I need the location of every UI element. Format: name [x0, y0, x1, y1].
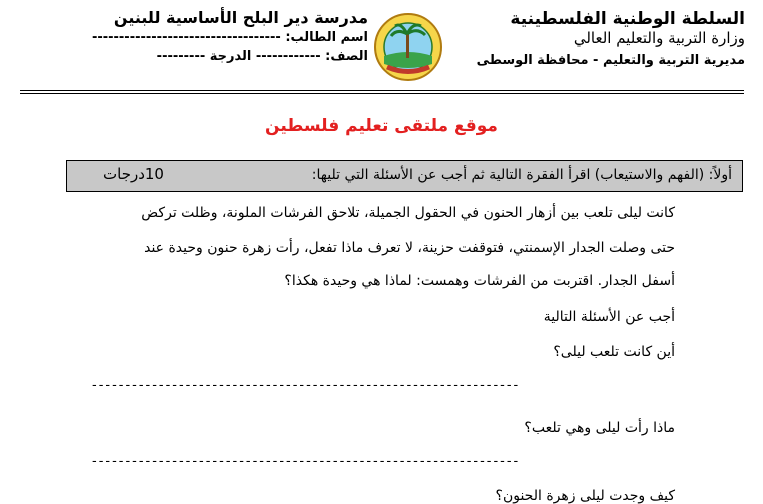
header-divider	[20, 90, 744, 91]
school-name: مدرسة دير البلح الأساسية للبنين	[113, 8, 368, 27]
section-instruction: أولاً: (الفهم والاستيعاب) اقرأ الفقرة التالية ثم أجب عن الأسئلة التي تليها:	[311, 167, 732, 183]
passage-line: أسفل الجدار. اقتربت من الفرشات وهمست: لماذا هي وحيدة هكذا؟	[284, 273, 675, 289]
passage-line: حتى وصلت الجدار الإسمنتي، فتوقفت حزينة، لا تعرف ماذا تفعل، رأت زهرة حنون وحيدة عند	[144, 240, 675, 256]
answer-prompt: أجب عن الأسئلة التالية	[543, 309, 675, 325]
header-school-block	[68, 8, 368, 66]
question-3: كيف وجدت ليلى زهرة الحنون؟	[495, 488, 675, 504]
student-name-blank[interactable]: -----------------------------------	[91, 30, 281, 45]
directorate-name: مديرية التربية والتعليم - محافظة الوسطى	[476, 53, 745, 68]
grade-label: الدرجة	[209, 49, 252, 64]
ministry-name: وزارة التربية والتعليم العالي	[573, 29, 745, 47]
class-label: الصف:	[325, 49, 368, 64]
student-name-row	[68, 28, 368, 47]
section-grade: 10درجات	[103, 165, 164, 183]
class-blank[interactable]: ------------	[255, 49, 321, 64]
question-2: ماذا رأت ليلى وهي تلعب؟	[524, 420, 675, 436]
header-authority-block	[475, 10, 745, 72]
site-title: موقع ملتقى تعليم فلسطين	[265, 116, 498, 136]
answer-line-1[interactable]: ----------------------------------------------------------------	[92, 378, 521, 393]
authority-name: السلطة الوطنية الفلسطينية	[510, 9, 745, 29]
passage-line: كانت ليلى تلعب بين أزهار الحنون في الحقول الجميلة، تلاحق الفرشات الملونة، وظلت تركض	[141, 205, 675, 221]
question-1: أين كانت تلعب ليلى؟	[553, 344, 675, 360]
grade-blank[interactable]: ---------	[156, 49, 206, 64]
header-divider-2	[20, 93, 744, 94]
student-name-label: اسم الطالب:	[285, 30, 368, 45]
class-grade-row	[68, 47, 368, 66]
section-header-box	[66, 160, 743, 192]
palm-tree-school-emblem-icon	[373, 12, 443, 82]
answer-line-2[interactable]: ----------------------------------------------------------------	[92, 454, 521, 469]
